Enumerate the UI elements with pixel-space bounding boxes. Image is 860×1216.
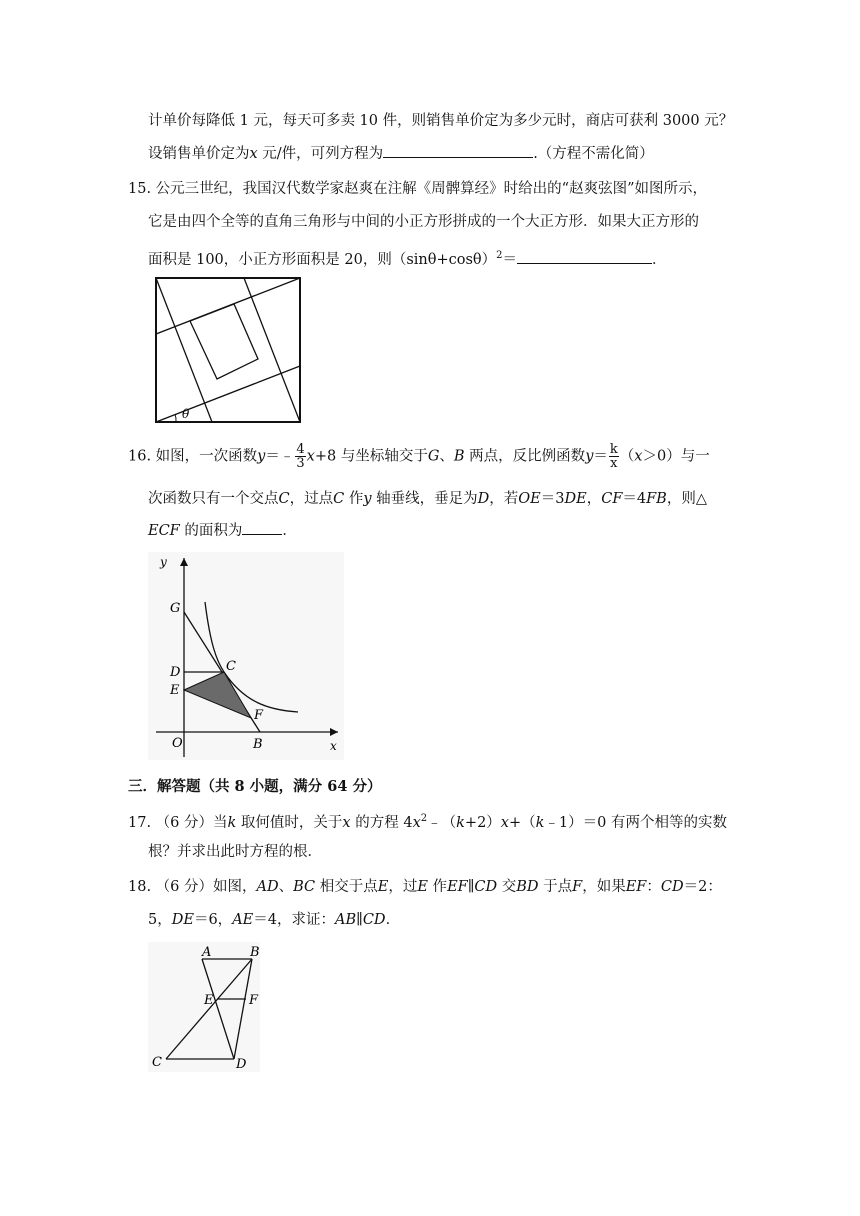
point-e-label-18: E	[204, 993, 214, 1008]
point-e-label: E	[170, 683, 180, 698]
fraction-k-over-x: $\frac{k}{x}$	[609, 442, 618, 471]
q14-line-2: 设销售单价定为x 元/件，可列方程为 .（方程不需化简）	[148, 143, 654, 165]
point-c-label: C	[226, 659, 236, 674]
point-b-label: B	[253, 737, 263, 752]
axis-x-label: x	[330, 739, 337, 753]
point-f-label-18: F	[249, 993, 259, 1008]
point-b-label-18: B	[250, 945, 260, 960]
point-a-label: A	[202, 945, 212, 960]
point-g-label: G	[170, 601, 181, 616]
theta-label: θ	[182, 407, 190, 421]
q16-coordinate-figure	[148, 552, 344, 760]
answer-blank-14[interactable]	[383, 143, 533, 158]
point-c-label-18: C	[152, 1055, 162, 1070]
q18-line-2: 5，DE＝6，AE＝4，求证：AB∥CD．	[148, 912, 401, 928]
point-d-label-18: D	[236, 1057, 247, 1072]
q18-geometry-figure	[148, 942, 260, 1072]
q16-line-2: 次函数只有一个交点C，过点C 作y 轴垂线，垂足为D，若OE＝3DE，CF＝4FB，则△	[148, 491, 707, 507]
fraction-four-thirds: $\frac{4}{3}$	[296, 442, 305, 471]
point-d-label: D	[170, 665, 181, 680]
answer-blank-15[interactable]	[517, 249, 652, 264]
answer-blank-16[interactable]	[242, 520, 282, 535]
q18-line-1: 18. （6 分）如图，AD、BC 相交于点E，过E 作EF∥CD 交BD 于点F，如果EF：CD＝2：	[128, 879, 722, 895]
q16-line-3: ECF 的面积为 ．	[148, 520, 297, 542]
section-3-heading: 三．解答题（共 8 小题，满分 64 分）	[128, 778, 382, 795]
q18-number: 18.	[128, 879, 152, 895]
q15-line-3: 面积是 100，小正方形面积是 20，则$(\sin\theta+\cos\theta)^2=$ ．	[148, 250, 667, 268]
q17-line-1: 17. （6 分）当k 取何值时，关于x 的方程 $4x^2﹣(k+2)x+(k﹣1)=0$ 有两个相等的实数	[128, 813, 727, 831]
zhao-shuang-diagram	[154, 276, 302, 424]
q16-number: 16.	[128, 448, 152, 465]
point-o-label: O	[172, 736, 183, 751]
q15-line-1: 15. 公元三世纪，我国汉代数学家赵爽在注解《周髀算经》时给出的“赵爽弦图”如图所示，	[128, 181, 707, 197]
q15-number: 15.	[128, 181, 152, 197]
point-f-label: F	[254, 708, 264, 723]
q16-line-1: 16. 如图，一次函数y＝﹣ $\frac{4}{3}$ x+8 与坐标轴交于G、B 两点，反比例函数y＝ $\frac{k}{x}$ （x＞0）与一	[128, 442, 710, 471]
axis-y-label: y	[160, 555, 167, 569]
q17-number: 17.	[128, 814, 152, 831]
q17-line-2: 根？并求出此时方程的根．	[148, 844, 322, 860]
q14-line-1: 计单价每降低 1 元，每天可多卖 10 件，则销售单价定为多少元时，商店可获利 3000 元？	[148, 113, 734, 129]
q15-line-2: 它是由四个全等的直角三角形与中间的小正方形拼成的一个大正方形．如果大正方形的	[148, 214, 699, 230]
